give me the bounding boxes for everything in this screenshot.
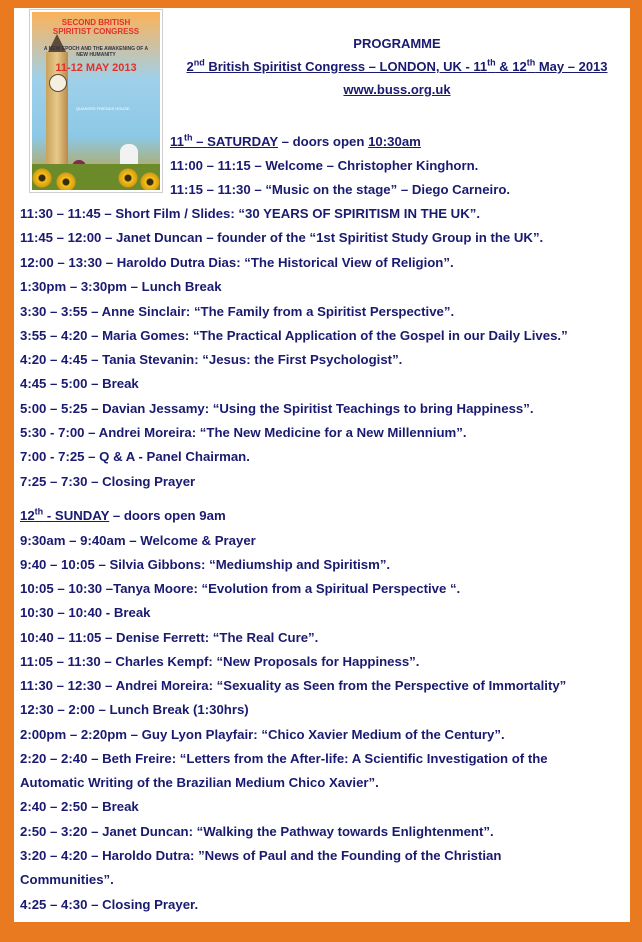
schedule-item: 10:40 – 11:05 – Denise Ferrett: “The Real Cure”. xyxy=(20,630,319,645)
schedule-item: Automatic Writing of the Brazilian Medium Chico Xavier”. xyxy=(20,775,379,790)
saturday-heading xyxy=(170,134,421,149)
schedule-item: 2:50 – 3:20 – Janet Duncan: “Walking the Pathway towards Enlightenment”. xyxy=(20,824,494,839)
schedule-item: 1:30pm – 3:30pm – Lunch Break xyxy=(20,279,222,294)
schedule-item: 4:45 – 5:00 – Break xyxy=(20,376,139,391)
congress-ordinal: 2 xyxy=(186,59,194,74)
schedule-item: 3:30 – 3:55 – Anne Sinclair: “The Family from a Spiritist Perspective”. xyxy=(20,304,455,319)
schedule-item: 5:30 - 7:00 – Andrei Moreira: “The New Medicine for a New Millennium”. xyxy=(20,425,467,440)
schedule-item: 7:00 - 7:25 – Q & A - Panel Chairman. xyxy=(20,449,250,464)
sunday-day-name: SUNDAY xyxy=(54,508,110,523)
sunday-date: 12 xyxy=(20,508,35,523)
website-link[interactable]: www.buss.org.uk xyxy=(343,82,451,97)
schedule-item: 11:30 – 11:45 – Short Film / Slides: “30 YEARS OF SPIRITISM IN THE UK”. xyxy=(20,206,480,221)
schedule-item: 12:00 – 13:30 – Haroldo Dutra Dias: “The Historical View of Religion”. xyxy=(20,255,454,270)
schedule-item: Communities”. xyxy=(20,872,114,887)
congress-title-text: British Spiritist Congress – LONDON, UK - 11 xyxy=(204,59,488,74)
schedule-item: 4:20 – 4:45 – Tania Stevanin: “Jesus: the First Psychologist”. xyxy=(20,352,403,367)
poster-venue: QUAKERS FRIENDS HOUSE xyxy=(76,106,130,111)
congress-day2: & 12 xyxy=(495,59,527,74)
schedule-item: 3:20 – 4:20 – Haroldo Dutra: ”News of Paul and the Founding of the Christian xyxy=(20,848,502,863)
schedule-item: 11:05 – 11:30 – Charles Kempf: “New Proposals for Happiness”. xyxy=(20,654,420,669)
saturday-day-name: SATURDAY xyxy=(207,134,278,149)
poster-subtitle: A NEW EPOCH AND THE AWAKENING OF A NEW HUMANITY xyxy=(43,46,149,58)
schedule-item: 10:30 – 10:40 - Break xyxy=(20,605,151,620)
poster-title xyxy=(38,18,154,36)
sunday-heading xyxy=(20,508,226,523)
saturday-date: 11 xyxy=(170,134,184,149)
congress-title xyxy=(164,59,630,74)
congress-month-year: May – 2013 xyxy=(535,59,608,74)
programme-page xyxy=(14,8,630,922)
congress-poster-image xyxy=(30,10,162,192)
sunday-separator: - xyxy=(43,508,55,523)
schedule-item: 7:25 – 7:30 – Closing Prayer xyxy=(20,474,196,489)
schedule-item: 3:55 – 4:20 – Maria Gomes: “The Practical Application of the Gospel in our Daily Lives.” xyxy=(20,328,568,343)
saturday-doors-text: – doors open xyxy=(277,134,369,149)
day1-suffix: th xyxy=(487,57,496,68)
schedule-item: 2:20 – 2:40 – Beth Freire: “Letters from the After-life: A Scientific Investigation of the xyxy=(20,751,548,766)
saturday-separator: – xyxy=(192,134,208,149)
programme-heading: PROGRAMME xyxy=(353,36,441,51)
saturday-date-suffix: th xyxy=(183,132,193,143)
sunflower-field-illustration xyxy=(32,164,160,190)
schedule-item: 12:30 – 2:00 – Lunch Break (1:30hrs) xyxy=(20,702,249,717)
schedule-item: 9:40 – 10:05 – Silvia Gibbons: “Mediumship and Spiritism”. xyxy=(20,557,391,572)
schedule-item: 11:00 – 11:15 – Welcome – Christopher Kinghorn. xyxy=(170,158,479,173)
schedule-item: 11:30 – 12:30 – Andrei Moreira: “Sexuality as Seen from the Perspective of Immortality” xyxy=(20,678,567,693)
poster-title-line2: SPIRITIST CONGRESS xyxy=(52,27,140,36)
schedule-item: 9:30am – 9:40am – Welcome & Prayer xyxy=(20,533,256,548)
schedule-item: 10:05 – 10:30 –Tanya Moore: “Evolution from a Spiritual Perspective “. xyxy=(20,581,461,596)
poster-dates: 11-12 MAY 2013 xyxy=(55,62,137,74)
schedule-item: 11:15 – 11:30 – “Music on the stage” – Diego Carneiro. xyxy=(170,182,511,197)
schedule-item: 11:45 – 12:00 – Janet Duncan – founder of the “1st Spiritist Study Group in the UK”. xyxy=(20,230,544,245)
schedule-item: 2:40 – 2:50 – Break xyxy=(20,799,139,814)
saturday-doors-time: 10:30am xyxy=(368,134,421,149)
schedule-item: 4:25 – 4:30 – Closing Prayer. xyxy=(20,897,199,912)
schedule-item: 5:00 – 5:25 – Davian Jessamy: “Using the Spiritist Teachings to bring Happiness”. xyxy=(20,401,534,416)
day2-suffix: th xyxy=(526,57,536,68)
congress-ordinal-suffix: nd xyxy=(193,57,205,68)
clock-face-icon xyxy=(49,74,67,92)
sunday-doors-text: – doors open 9am xyxy=(109,508,226,523)
sunday-date-suffix: th xyxy=(34,506,44,517)
schedule-item: 2:00pm – 2:20pm – Guy Lyon Playfair: “Chico Xavier Medium of the Century”. xyxy=(20,727,505,742)
poster-title-line1: SECOND BRITISH xyxy=(61,18,131,27)
